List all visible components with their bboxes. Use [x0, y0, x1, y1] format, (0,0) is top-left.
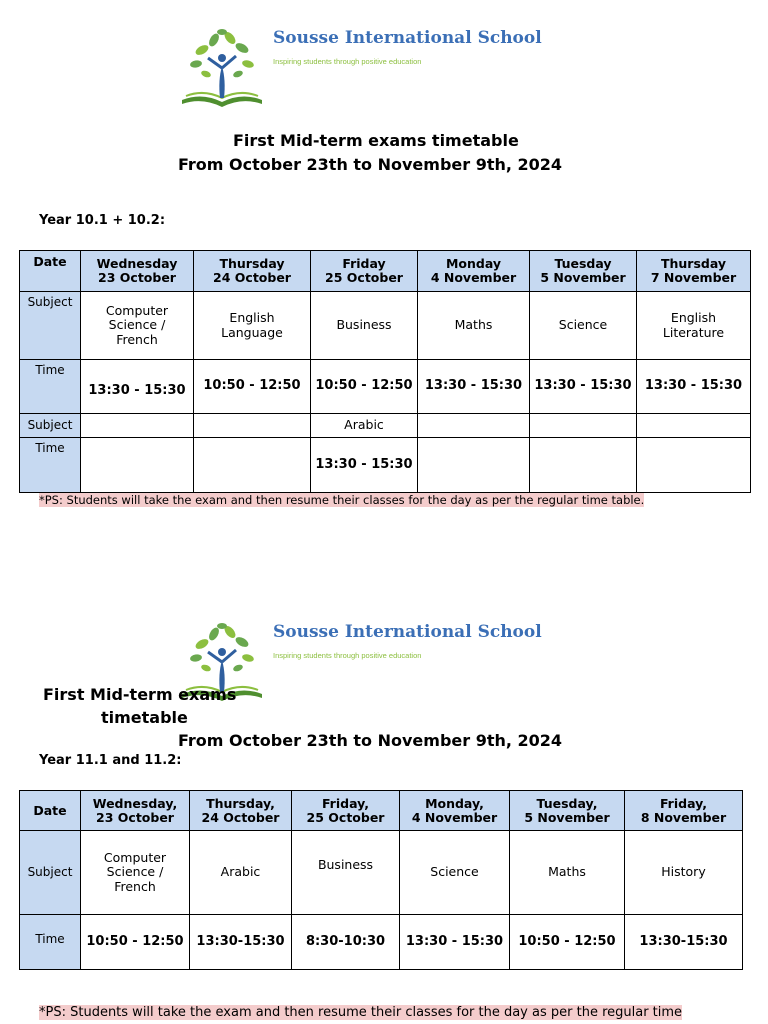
- exam-title-line1: First Mid-term exams timetable: [233, 131, 519, 150]
- time-cell: 13:30 - 15:30: [400, 915, 510, 970]
- school-header: [178, 622, 578, 702]
- day-header: Tuesday, 5 November: [510, 791, 625, 831]
- subject-cell: English Literature: [637, 292, 751, 360]
- time-label: Time: [20, 360, 81, 414]
- exam-title-line1: First Mid-term exams: [43, 685, 237, 704]
- exam-title-line2: From October 23th to November 9th, 2024: [178, 155, 563, 174]
- day-header: Wednesday, 23 October: [81, 791, 190, 831]
- time-cell: 13:30 - 15:30: [418, 360, 530, 414]
- day-header: Tuesday 5 November: [530, 251, 637, 292]
- time-label: Time: [20, 915, 81, 970]
- subject-cell: Science: [530, 292, 637, 360]
- subject-cell: Computer Science / French: [81, 292, 194, 360]
- timetable-year10: [19, 250, 751, 493]
- subject-label: Subject: [20, 292, 81, 360]
- subject-cell: Arabic: [311, 414, 418, 438]
- time-cell: 10:50 - 12:50: [194, 360, 311, 414]
- header-row: [20, 791, 743, 831]
- time-cell: 13:30 - 15:30: [530, 360, 637, 414]
- school-logo-tree-icon: [178, 28, 266, 110]
- day-header: Monday, 4 November: [400, 791, 510, 831]
- subject-cell: Science: [400, 831, 510, 915]
- day-header: Thursday, 24 October: [190, 791, 292, 831]
- day-header: Friday, 25 October: [292, 791, 400, 831]
- day-header: Thursday 24 October: [194, 251, 311, 292]
- time-cell: [81, 438, 194, 493]
- school-name: Sousse International School: [273, 622, 542, 642]
- subject-cell: [418, 414, 530, 438]
- school-tagline: Inspiring students through positive education: [273, 57, 422, 66]
- subject-cell: Maths: [418, 292, 530, 360]
- subject-cell: History: [625, 831, 743, 915]
- subject-row-2: [20, 414, 751, 438]
- subject-cell: [194, 414, 311, 438]
- subject-cell: Business: [311, 292, 418, 360]
- year-label: Year 11.1 and 11.2:: [39, 753, 182, 768]
- time-cell: 10:50 - 12:50: [311, 360, 418, 414]
- subject-cell: [637, 414, 751, 438]
- date-header: Date: [20, 791, 81, 831]
- time-cell: 10:50 - 12:50: [81, 915, 190, 970]
- time-cell: 10:50 - 12:50: [510, 915, 625, 970]
- year-label: Year 10.1 + 10.2:: [39, 213, 166, 228]
- header-row: [20, 251, 751, 292]
- time-cell: 13:30-15:30: [190, 915, 292, 970]
- day-header: Monday 4 November: [418, 251, 530, 292]
- time-label: Time: [20, 438, 81, 493]
- subject-label: Subject: [20, 414, 81, 438]
- time-cell: 13:30 - 15:30: [637, 360, 751, 414]
- subject-cell: [81, 414, 194, 438]
- time-cell: [418, 438, 530, 493]
- time-cell: [637, 438, 751, 493]
- ps-note: *PS: Students will take the exam and then resume their classes for the day as per the regular time table.: [39, 493, 645, 507]
- time-row: [20, 915, 743, 970]
- subject-cell: Business: [292, 831, 400, 915]
- school-tagline: Inspiring students through positive education: [273, 651, 422, 660]
- school-name: Sousse International School: [273, 28, 542, 48]
- school-header: [178, 28, 578, 108]
- time-cell: [194, 438, 311, 493]
- subject-cell: English Language: [194, 292, 311, 360]
- subject-row: [20, 292, 751, 360]
- time-row-2: [20, 438, 751, 493]
- subject-row: [20, 831, 743, 915]
- day-header: Friday 25 October: [311, 251, 418, 292]
- exam-title-line2: timetable: [101, 708, 188, 727]
- subject-cell: Arabic: [190, 831, 292, 915]
- time-cell: 13:30 - 15:30: [81, 360, 194, 414]
- date-header: Date: [20, 251, 81, 292]
- time-cell: 13:30-15:30: [625, 915, 743, 970]
- time-cell: 13:30 - 15:30: [311, 438, 418, 493]
- subject-label: Subject: [20, 831, 81, 915]
- subject-cell: [530, 414, 637, 438]
- day-header: Friday, 8 November: [625, 791, 743, 831]
- subject-cell: Computer Science / French: [81, 831, 190, 915]
- timetable-year11: [19, 790, 743, 970]
- subject-cell: Maths: [510, 831, 625, 915]
- ps-note: *PS: Students will take the exam and then resume their classes for the day as per the regular time: [39, 1005, 683, 1020]
- time-row: [20, 360, 751, 414]
- time-cell: [530, 438, 637, 493]
- day-header: Thursday 7 November: [637, 251, 751, 292]
- time-cell: 8:30-10:30: [292, 915, 400, 970]
- exam-title-line3: From October 23th to November 9th, 2024: [178, 731, 563, 750]
- day-header: Wednesday 23 October: [81, 251, 194, 292]
